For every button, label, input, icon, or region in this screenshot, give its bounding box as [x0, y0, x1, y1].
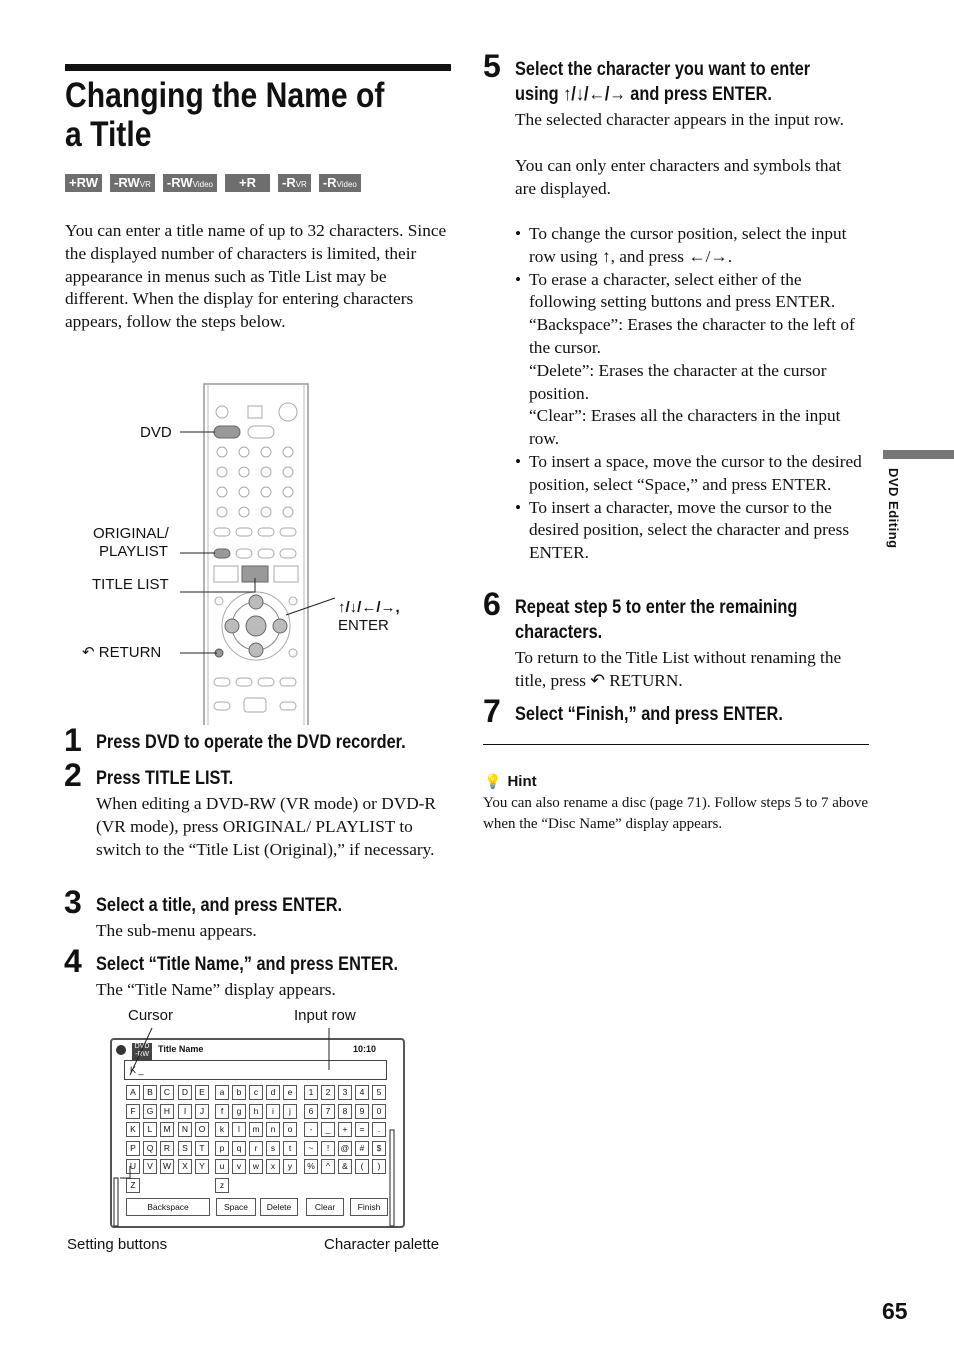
palette-key[interactable]: c [249, 1085, 263, 1100]
remote-label-original: ORIGINAL/ [93, 525, 169, 542]
section-tab [883, 450, 954, 459]
palette-key[interactable]: N [178, 1122, 192, 1137]
step-4-number: 4 [64, 943, 82, 979]
step-4-heading: Select “Title Name,” and press ENTER. [96, 954, 399, 975]
palette-key[interactable]: F [126, 1104, 140, 1119]
remote-label-arrows: ↑/↓/←/→, [338, 599, 400, 616]
lightbulb-icon: 💡 [484, 773, 502, 790]
palette-key[interactable]: h [249, 1104, 263, 1119]
bullet-erase: • To erase a character, select either of the following setting buttons and press ENTER. “Backspace”: Erases the character to the left of the cursor. “Delete”: Erases the character at the cursor position. “Clear”: Erases all the characters in the input row. [515, 269, 873, 451]
palette-key[interactable]: U [126, 1159, 140, 1174]
palette-key[interactable]: K [126, 1122, 140, 1137]
palette-key[interactable]: J [195, 1104, 209, 1119]
palette-key[interactable]: w [249, 1159, 263, 1174]
palette-key[interactable]: 8 [338, 1104, 352, 1119]
badge-plus-rw: +RW [65, 174, 102, 192]
palette-key[interactable]: L [143, 1122, 157, 1137]
palette-key[interactable]: B [143, 1085, 157, 1100]
remote-label-title-list: TITLE LIST [92, 576, 169, 593]
palette-key[interactable]: r [249, 1141, 263, 1156]
palette-key[interactable]: & [338, 1159, 352, 1174]
space-button[interactable]: Space [216, 1198, 256, 1216]
erase-note-clear: “Clear”: Erases all the characters in the input row. [529, 406, 841, 449]
palette-key[interactable]: A [126, 1085, 140, 1100]
hint-body: You can also rename a disc (page 71). Follow steps 5 to 7 above when the “Disc Name” display appears. [483, 795, 869, 832]
step-2-heading: Press TITLE LIST. [96, 768, 234, 789]
finish-button[interactable]: Finish [350, 1198, 388, 1216]
step-1-number: 1 [64, 722, 82, 758]
palette-key[interactable]: 5 [372, 1085, 386, 1100]
palette-key[interactable]: z [215, 1178, 229, 1193]
screen-label-setting-buttons: Setting buttons [67, 1236, 168, 1253]
step-1-heading: Press DVD to operate the DVD recorder. [96, 732, 406, 753]
palette-key[interactable]: X [178, 1159, 192, 1174]
palette-key[interactable]: 7 [321, 1104, 335, 1119]
badge-minus-rw-vr: -RWVR [110, 174, 155, 192]
palette-key[interactable]: G [143, 1104, 157, 1119]
remote-callout-lines [170, 420, 430, 680]
title-rule [65, 64, 451, 71]
intro-paragraph: You can enter a title name of up to 32 characters. Since the displayed number of characters is limited, their appearance in menus such as Title List may be different. When the display for entering characters appears, follow the steps below. [65, 221, 447, 332]
palette-key[interactable]: f [215, 1104, 229, 1119]
return-icon: ↶ [590, 670, 605, 690]
palette-key[interactable]: ^ [321, 1159, 335, 1174]
page-number: 65 [882, 1298, 908, 1324]
screen-label-character-palette: Character palette [324, 1236, 440, 1253]
remote-label-dvd: DVD [140, 424, 172, 441]
palette-key[interactable]: W [160, 1159, 174, 1174]
palette-key[interactable]: D [178, 1085, 192, 1100]
palette-key[interactable]: 6 [304, 1104, 318, 1119]
palette-key[interactable]: + [338, 1122, 352, 1137]
palette-key[interactable]: T [195, 1141, 209, 1156]
palette-key[interactable]: % [304, 1159, 318, 1174]
palette-key[interactable]: M [160, 1122, 174, 1137]
palette-key[interactable]: a [215, 1085, 229, 1100]
step-6-heading: Repeat step 5 to enter the remaining characters. [515, 597, 798, 643]
palette-key[interactable]: 4 [355, 1085, 369, 1100]
palette-key[interactable]: _ [321, 1122, 335, 1137]
input-row[interactable]: K _ [124, 1060, 387, 1080]
palette-key[interactable]: 3 [338, 1085, 352, 1100]
palette-key[interactable]: 0 [372, 1104, 386, 1119]
step-2-number: 2 [64, 757, 82, 793]
delete-button[interactable]: Delete [260, 1198, 298, 1216]
remote-label-return: ↶ RETURN [82, 644, 162, 661]
step-5-bullets [515, 223, 873, 565]
step-3-heading: Select a title, and press ENTER. [96, 895, 343, 916]
palette-key[interactable]: Z [126, 1178, 140, 1193]
step-2-body: When editing a DVD-RW (VR mode) or DVD-R (VR mode), press ORIGINAL/ PLAYLIST to switch to the “Title List (Original),” if necessary. [96, 794, 436, 859]
palette-key[interactable]: q [232, 1141, 246, 1156]
palette-key[interactable]: P [126, 1141, 140, 1156]
erase-note-backspace: “Backspace”: Erases the character to the left of the cursor. [529, 315, 855, 357]
palette-key[interactable]: s [266, 1141, 280, 1156]
palette-key[interactable]: m [249, 1122, 263, 1137]
badge-minus-rw-video: -RWVideo [163, 174, 217, 192]
palette-key[interactable]: o [283, 1122, 297, 1137]
palette-key[interactable]: t [283, 1141, 297, 1156]
step-7-heading: Select “Finish,” and press ENTER. [515, 704, 783, 725]
palette-key[interactable]: # [355, 1141, 369, 1156]
clear-button[interactable]: Clear [306, 1198, 344, 1216]
dvd-rw-logo: DVD -RW [132, 1043, 152, 1060]
bullet-cursor-position: • To change the cursor position, select the input row using ↑, and press ←/→. [515, 223, 873, 269]
palette-key[interactable]: @ [338, 1141, 352, 1156]
palette-key[interactable]: S [178, 1141, 192, 1156]
badge-plus-r: +R [225, 174, 270, 192]
section-label: DVD Editing [886, 468, 901, 549]
palette-key[interactable]: k [215, 1122, 229, 1137]
palette-key[interactable]: j [283, 1104, 297, 1119]
palette-key[interactable]: Y [195, 1159, 209, 1174]
badge-minus-r-video: -RVideo [319, 174, 361, 192]
palette-key[interactable]: ! [321, 1141, 335, 1156]
bullet-insert-space: • To insert a space, move the cursor to the desired position, select “Space,” and press ENTER. [515, 451, 873, 497]
step-5-body-1: The selected character appears in the input row. [515, 110, 844, 129]
palette-key[interactable]: = [355, 1122, 369, 1137]
step-5-number: 5 [483, 48, 501, 84]
palette-key[interactable]: n [266, 1122, 280, 1137]
hint-header: 💡 Hint [484, 773, 537, 790]
palette-key[interactable]: H [160, 1104, 174, 1119]
screen-callout-lines [100, 1020, 410, 1230]
palette-key[interactable]: Q [143, 1141, 157, 1156]
step-3-body: The sub-menu appears. [96, 921, 257, 940]
palette-key[interactable]: - [304, 1122, 318, 1137]
step-4-body: The “Title Name” display appears. [96, 980, 336, 999]
palette-key[interactable]: ~ [304, 1141, 318, 1156]
palette-key[interactable]: R [160, 1141, 174, 1156]
palette-key[interactable]: i [266, 1104, 280, 1119]
palette-key[interactable]: ) [372, 1159, 386, 1174]
step-3-number: 3 [64, 884, 82, 920]
palette-key[interactable]: d [266, 1085, 280, 1100]
palette-key[interactable]: ( [355, 1159, 369, 1174]
palette-key[interactable]: x [266, 1159, 280, 1174]
palette-key[interactable]: 2 [321, 1085, 335, 1100]
screen-time: 10:10 [353, 1044, 377, 1054]
palette-key[interactable]: 9 [355, 1104, 369, 1119]
palette-key[interactable]: y [283, 1159, 297, 1174]
palette-key[interactable]: b [232, 1085, 246, 1100]
palette-key[interactable]: O [195, 1122, 209, 1137]
page-title: Changing the Name of a Title [65, 76, 385, 154]
disc-type-badges [65, 174, 361, 192]
step-5-body-2: You can only enter characters and symbols that are displayed. [515, 156, 842, 198]
step-7-number: 7 [483, 693, 501, 729]
palette-key[interactable]: p [215, 1141, 229, 1156]
backspace-button[interactable]: Backspace [126, 1198, 210, 1216]
palette-key[interactable]: $ [372, 1141, 386, 1156]
palette-key[interactable]: g [232, 1104, 246, 1119]
palette-key[interactable]: E [195, 1085, 209, 1100]
step-5-heading-line1: Select the character you want to enter [515, 59, 811, 80]
step-6-number: 6 [483, 586, 501, 622]
screen-label-input-row: Input row [294, 1007, 356, 1024]
remote-label-playlist: PLAYLIST [99, 543, 168, 560]
return-icon: ↶ [82, 644, 95, 661]
screen-label-cursor: Cursor [128, 1007, 174, 1024]
section-divider [483, 744, 869, 745]
bullet-insert-character: • To insert a character, move the cursor to the desired position, select the character and press ENTER. [515, 497, 873, 565]
step-5-heading-line2: using ↑/↓/←/→ and press ENTER. [515, 84, 772, 105]
palette-key[interactable]: C [160, 1085, 174, 1100]
palette-key[interactable]: . [372, 1122, 386, 1137]
palette-key[interactable]: l [232, 1122, 246, 1137]
remote-label-enter: ENTER [338, 617, 389, 634]
screen-title: Title Name [158, 1044, 204, 1054]
palette-key[interactable]: e [283, 1085, 297, 1100]
palette-key[interactable]: I [178, 1104, 192, 1119]
erase-note-delete: “Delete”: Erases the character at the cursor position. [529, 360, 827, 403]
step-6-body: To return to the Title List without renaming the title, press ↶ RETURN. [515, 648, 842, 690]
badge-minus-r-vr: -RVR [278, 174, 311, 192]
palette-key[interactable]: v [232, 1159, 246, 1174]
palette-key[interactable]: V [143, 1159, 157, 1174]
palette-key[interactable]: 1 [304, 1085, 318, 1100]
palette-key[interactable]: u [215, 1159, 229, 1174]
